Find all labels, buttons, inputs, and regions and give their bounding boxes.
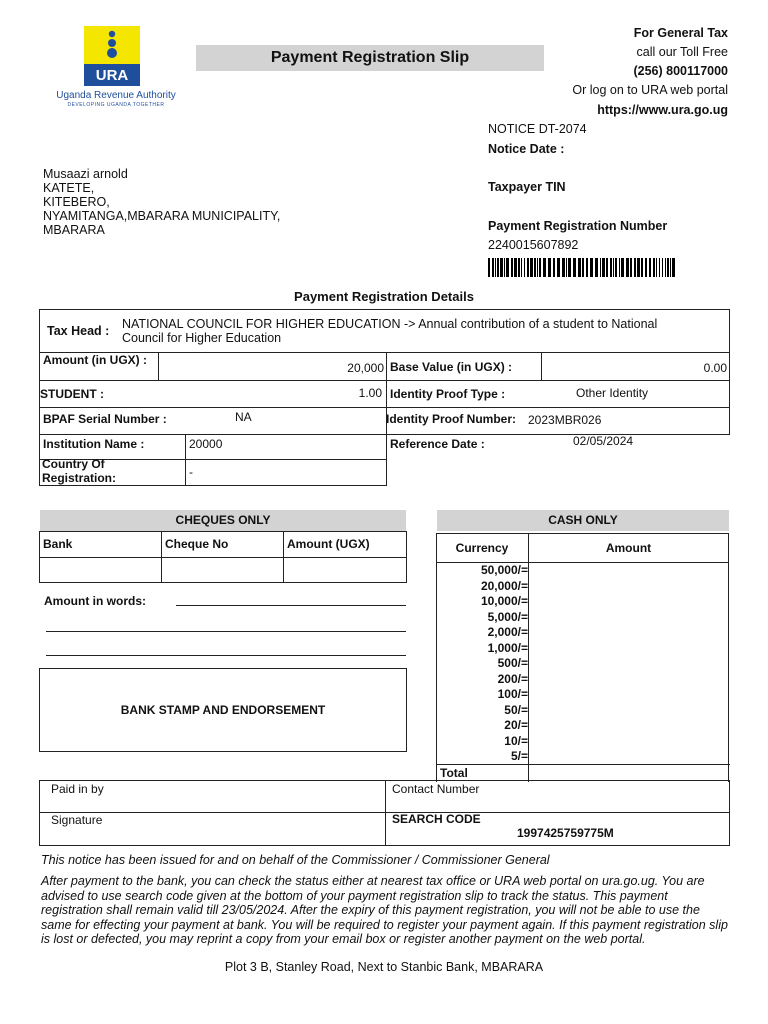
barcode-bar xyxy=(645,258,647,277)
barcode-bar xyxy=(492,258,494,277)
bpaf-value: NA xyxy=(235,410,252,424)
cash-amount-input[interactable] xyxy=(529,672,728,687)
cash-denomination: 5,000/= xyxy=(487,609,528,624)
barcode-bar xyxy=(619,258,620,277)
barcode-bar xyxy=(672,258,675,277)
cash-amount-input[interactable] xyxy=(529,579,728,594)
barcode-bar xyxy=(602,258,605,277)
cash-denomination: 2,000/= xyxy=(487,625,528,639)
institution-label: Institution Name : xyxy=(43,437,145,451)
barcode-bar xyxy=(659,258,660,277)
barcode-bar xyxy=(518,258,520,277)
barcode-bar xyxy=(615,258,617,277)
reference-date-value: 02/05/2024 xyxy=(573,434,634,448)
prn-value: 2240015607892 xyxy=(488,238,579,252)
cash-denomination: 5/= xyxy=(510,749,528,763)
barcode-bar xyxy=(656,258,657,277)
barcode-bar xyxy=(530,258,533,277)
barcode-bar xyxy=(539,258,541,277)
barcode-bar xyxy=(557,258,560,277)
barcode-bar xyxy=(626,258,629,277)
institution-value: 20000 xyxy=(189,437,223,451)
org-name: Uganda Revenue Authority xyxy=(56,90,176,101)
barcode-bar xyxy=(634,258,636,277)
issued-note: This notice has been issued for and on behalf of the Commissioner / Commissioner General xyxy=(41,853,550,867)
barcode-bar xyxy=(610,258,612,277)
cash-amount-input[interactable] xyxy=(529,563,728,578)
contact-heading: For General Tax xyxy=(633,26,728,40)
barcode-bar xyxy=(667,258,669,277)
address-line: NYAMITANGA,MBARARA MUNICIPALITY, xyxy=(43,209,281,223)
tax-head-label: Tax Head : xyxy=(47,324,110,338)
barcode-bar xyxy=(582,258,584,277)
search-code-value: 1997425759775M xyxy=(517,826,614,840)
id-proof-number-label: Identity Proof Number: xyxy=(386,412,517,426)
cash-denomination: 20,000/= xyxy=(480,578,528,593)
cash-denomination: 200/= xyxy=(497,671,528,686)
barcode-bar xyxy=(543,258,546,277)
cash-denomination: 50,000/= xyxy=(480,563,528,577)
search-code-label: SEARCH CODE xyxy=(392,812,481,826)
id-proof-type-value: Other Identity xyxy=(576,386,649,400)
barcode-bar xyxy=(534,258,536,277)
amount-in-words-label: Amount in words: xyxy=(44,594,146,608)
contact-url[interactable]: https://www.ura.go.ug xyxy=(597,103,728,117)
bank-stamp-label: BANK STAMP AND ENDORSEMENT xyxy=(120,703,326,717)
cash-amount-input[interactable] xyxy=(529,594,728,609)
prn-label: Payment Registration Number xyxy=(488,219,668,233)
paid-in-by-label: Paid in by xyxy=(51,782,104,796)
barcode-bar xyxy=(504,258,505,277)
cash-amount-input[interactable] xyxy=(529,625,728,640)
cash-amount-input[interactable] xyxy=(529,687,728,702)
cash-amount-input[interactable] xyxy=(529,718,728,733)
barcode-bar xyxy=(566,258,567,277)
barcode-bar xyxy=(586,258,588,277)
barcode-bar xyxy=(649,258,651,277)
barcode-bar xyxy=(537,258,538,277)
contact-line1: call our Toll Free xyxy=(636,45,728,59)
country-label-1: Country Of xyxy=(42,457,105,471)
logo-text: URA xyxy=(95,67,129,84)
notice-number: NOTICE DT-2074 xyxy=(488,122,587,136)
barcode-bar xyxy=(514,258,517,277)
notice-date-label: Notice Date : xyxy=(488,142,565,156)
page-title: Payment Registration Slip xyxy=(196,45,544,71)
cash-denomination: 20/= xyxy=(504,718,528,732)
contact-number-label: Contact Number xyxy=(392,782,480,796)
barcode-bar xyxy=(511,258,513,277)
cash-amount-input[interactable] xyxy=(529,703,728,718)
cash-denomination: 500/= xyxy=(497,656,528,670)
student-value: 1.00 xyxy=(358,386,382,400)
cheques-col-cheque-no: Cheque No xyxy=(165,537,229,551)
barcode-bar xyxy=(662,258,663,277)
contact-phone: (256) 800117000 xyxy=(633,64,728,78)
cash-amount-input[interactable] xyxy=(529,749,728,764)
id-proof-type-label: Identity Proof Type : xyxy=(390,387,506,401)
bpaf-label: BPAF Serial Number : xyxy=(43,412,167,426)
cash-heading: CASH ONLY xyxy=(437,510,729,531)
barcode-bar xyxy=(573,258,576,277)
country-value: - xyxy=(189,465,193,479)
barcode-bar xyxy=(613,258,614,277)
barcode-bar xyxy=(521,258,522,277)
barcode-bar xyxy=(488,258,490,277)
cash-col-currency: Currency xyxy=(455,541,509,555)
address-line: Musaazi arnold xyxy=(43,167,128,181)
barcode-bar xyxy=(665,258,666,277)
cheque-amount-input[interactable] xyxy=(284,558,406,582)
cash-denomination: 10/= xyxy=(504,733,528,748)
cheque-no-input[interactable] xyxy=(162,558,282,582)
cheques-col-bank: Bank xyxy=(43,537,73,551)
id-proof-number-value: 2023MBR026 xyxy=(528,413,602,427)
amount-in-words-line[interactable] xyxy=(176,605,406,606)
cash-amount-input[interactable] xyxy=(529,641,728,656)
barcode-icon xyxy=(486,258,676,277)
barcode-bar xyxy=(600,258,601,277)
address-block xyxy=(43,167,280,237)
barcode-bar xyxy=(606,258,608,277)
details-heading: Payment Registration Details xyxy=(294,289,474,304)
office-address: Plot 3 B, Stanley Road, Next to Stanbic Bank, MBARARA xyxy=(224,960,544,974)
cash-total-label: Total xyxy=(440,766,468,780)
cash-col-amount: Amount xyxy=(605,541,652,555)
cash-denomination: 1,000/= xyxy=(487,640,528,655)
instructions-note: After payment to the bank, you can check the status either at nearest tax office or URA web portal on ura.go.ug. You are advised to use search code given at the bottom of your payment registration slip to track the status. This payment registration shall remain valid till 23/05/2024. After the expiry of this payment registration, you will not be able to use the same for effecting your payment at bank. You will be required to register your payment again. If this payment registration slip is lost or defected, you may reprint a copy from your email box or register another payment on the web portal. xyxy=(41,874,728,946)
cash-total-input[interactable] xyxy=(529,765,728,781)
bank-input[interactable] xyxy=(40,558,160,582)
barcode-bar xyxy=(670,258,671,277)
barcode-bar xyxy=(495,258,496,277)
cash-amount-input[interactable] xyxy=(529,610,728,625)
signature-label: Signature xyxy=(51,813,103,827)
country-label-2: Registration: xyxy=(42,471,117,485)
address-line: KITEBERO, xyxy=(43,195,110,209)
barcode-bar xyxy=(524,258,525,277)
barcode-bar xyxy=(637,258,640,277)
barcode-bar xyxy=(548,258,551,277)
barcode-bar xyxy=(595,258,598,277)
barcode-bar xyxy=(621,258,624,277)
barcode-bar xyxy=(568,258,571,277)
amount-in-words-line[interactable] xyxy=(46,655,406,656)
cash-denomination: 100/= xyxy=(497,687,528,701)
cash-amount-input[interactable] xyxy=(529,656,728,671)
base-value: 0.00 xyxy=(703,361,727,375)
address-line: MBARARA xyxy=(43,223,105,237)
amount-value: 20,000 xyxy=(347,361,384,375)
barcode-bar xyxy=(578,258,581,277)
barcode-bar xyxy=(641,258,643,277)
barcode-bar xyxy=(527,258,529,277)
amount-in-words-line[interactable] xyxy=(46,631,406,632)
cash-denomination: 10,000/= xyxy=(480,594,528,608)
barcode-bar xyxy=(553,258,555,277)
barcode-bar xyxy=(590,258,593,277)
tax-head-value: NATIONAL COUNCIL FOR HIGHER EDUCATION -> Annual contribution of a student to National Council for Higher Education xyxy=(122,317,658,345)
cheques-heading: CHEQUES ONLY xyxy=(40,510,406,531)
reference-date-label: Reference Date : xyxy=(390,437,485,451)
cash-denomination: 50/= xyxy=(504,702,528,717)
student-label: STUDENT : xyxy=(40,387,104,401)
cheques-col-amount: Amount (UGX) xyxy=(287,537,370,551)
barcode-bar xyxy=(506,258,509,277)
ura-logo xyxy=(36,24,196,110)
barcode-bar xyxy=(630,258,632,277)
address-line: KATETE, xyxy=(43,181,95,195)
cash-amount-input[interactable] xyxy=(529,734,728,749)
barcode-bar xyxy=(497,258,499,277)
base-value-label: Base Value (in UGX) : xyxy=(390,360,513,374)
contact-line2: Or log on to URA web portal xyxy=(572,83,728,97)
barcode-bar xyxy=(562,258,565,277)
org-tagline: DEVELOPING UGANDA TOGETHER xyxy=(67,102,165,108)
taxpayer-tin-label: Taxpayer TIN xyxy=(488,180,566,194)
barcode-bar xyxy=(500,258,503,277)
amount-label: Amount (in UGX) : xyxy=(43,353,147,367)
barcode-bar xyxy=(653,258,655,277)
